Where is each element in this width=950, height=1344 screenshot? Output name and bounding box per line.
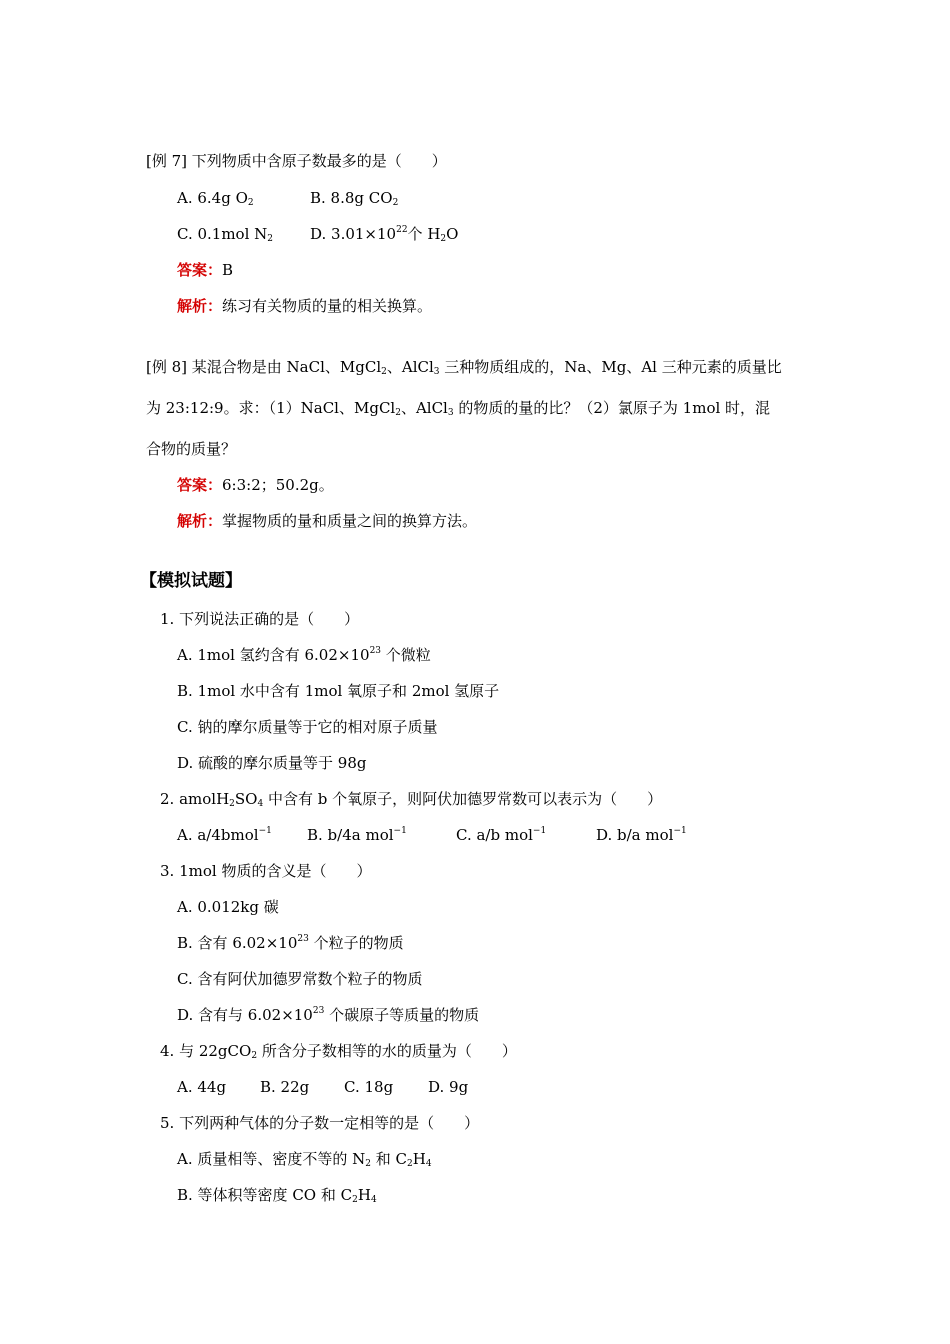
question-2-option-b: B. b/4a mol$^{-1}$ xyxy=(307,826,407,844)
question-4-option-c: C. 18g xyxy=(344,1078,394,1096)
question-1-option-c: C. 钠的摩尔质量等于它的相对原子质量 xyxy=(177,718,438,736)
question-1-stem: 1. 下列说法正确的是（ ） xyxy=(160,610,360,628)
question-2-option-c: C. a/b mol$^{-1}$ xyxy=(456,826,547,844)
answer-label: 答案： xyxy=(177,261,223,279)
question-2-stem: 2. $amolH_2SO_4$ 中含有 b 个氧原子，则阿伏加德罗常数可以表示为（ ） xyxy=(160,790,663,809)
question-3-option-a: A. 0.012kg 碳 xyxy=(177,898,279,916)
example-8-line-1: [例 8] 某混合物是由 NaCl、MgCl$_2$、AlCl$_3$ 三种物质组成的，Na、Mg、Al 三种元素的质量比 xyxy=(146,358,782,377)
question-2-option-d: D. b/a mol$^{-1}$ xyxy=(596,826,687,844)
analysis-label: 解析： xyxy=(177,297,223,315)
example-7-question: [例 7] 下列物质中含原子数最多的是（ ） xyxy=(146,152,447,170)
question-4-option-a: A. 44g xyxy=(177,1078,227,1096)
example-7-option-a: A. 6.4g $O_2$ xyxy=(177,189,254,208)
question-3-option-b: B. 含有 $6.02\times 10^{23}$ 个粒子的物质 xyxy=(177,934,404,952)
section-title: 【模拟试题】 xyxy=(140,571,242,591)
question-3-stem: 3. 1mol 物质的含义是（ ） xyxy=(160,862,372,880)
question-5-option-a: A. 质量相等、密度不等的 $N_2$ 和 $C_2H_4$ xyxy=(177,1150,432,1169)
example-8-line-3: 合物的质量？ xyxy=(146,440,237,458)
analysis-label: 解析： xyxy=(177,512,223,530)
question-1-option-d: D. 硫酸的摩尔质量等于 98g xyxy=(177,754,367,772)
example-8-answer: 答案：6:3:2；50.2g。 xyxy=(177,476,334,494)
example-7-option-d: D. $3.01\times 10^{22}$个 $H_2O$ xyxy=(310,225,459,244)
question-1-option-a: A. 1mol 氢约含有 $6.02\times 10^{23}$ 个微粒 xyxy=(177,646,431,664)
example-7-answer: 答案：B xyxy=(177,261,234,279)
example-7-analysis: 解析：练习有关物质的量的相关换算。 xyxy=(177,297,433,315)
question-4-stem: 4. 与 22gCO$_2$ 所含分子数相等的水的质量为（ ） xyxy=(160,1042,517,1061)
question-5-option-b: B. 等体积等密度 CO 和 $C_2H_4$ xyxy=(177,1186,377,1205)
question-5-stem: 5. 下列两种气体的分子数一定相等的是（ ） xyxy=(160,1114,480,1132)
question-3-option-c: C. 含有阿伏加德罗常数个粒子的物质 xyxy=(177,970,423,988)
question-4-option-b: B. 22g xyxy=(260,1078,310,1096)
answer-label: 答案： xyxy=(177,476,223,494)
example-7-option-c: C. 0.1mol $N_2$ xyxy=(177,225,274,244)
example-8-line-2: 为 23:12:9。求：（1）NaCl、MgCl$_2$、AlCl$_3$ 的物质的量的比？（2）氯原子为 1mol 时，混 xyxy=(146,399,771,418)
question-2-option-a: A. a/4bmol$^{-1}$ xyxy=(177,826,272,844)
question-4-option-d: D. 9g xyxy=(428,1078,469,1096)
example-7-option-b: B. 8.8g $CO_2$ xyxy=(310,189,399,208)
question-1-option-b: B. 1mol 水中含有 1mol 氧原子和 2mol 氢原子 xyxy=(177,682,500,700)
question-3-option-d: D. 含有与 $6.02\times 10^{23}$ 个碳原子等质量的物质 xyxy=(177,1006,480,1024)
example-8-analysis: 解析：掌握物质的量和质量之间的换算方法。 xyxy=(177,512,478,530)
